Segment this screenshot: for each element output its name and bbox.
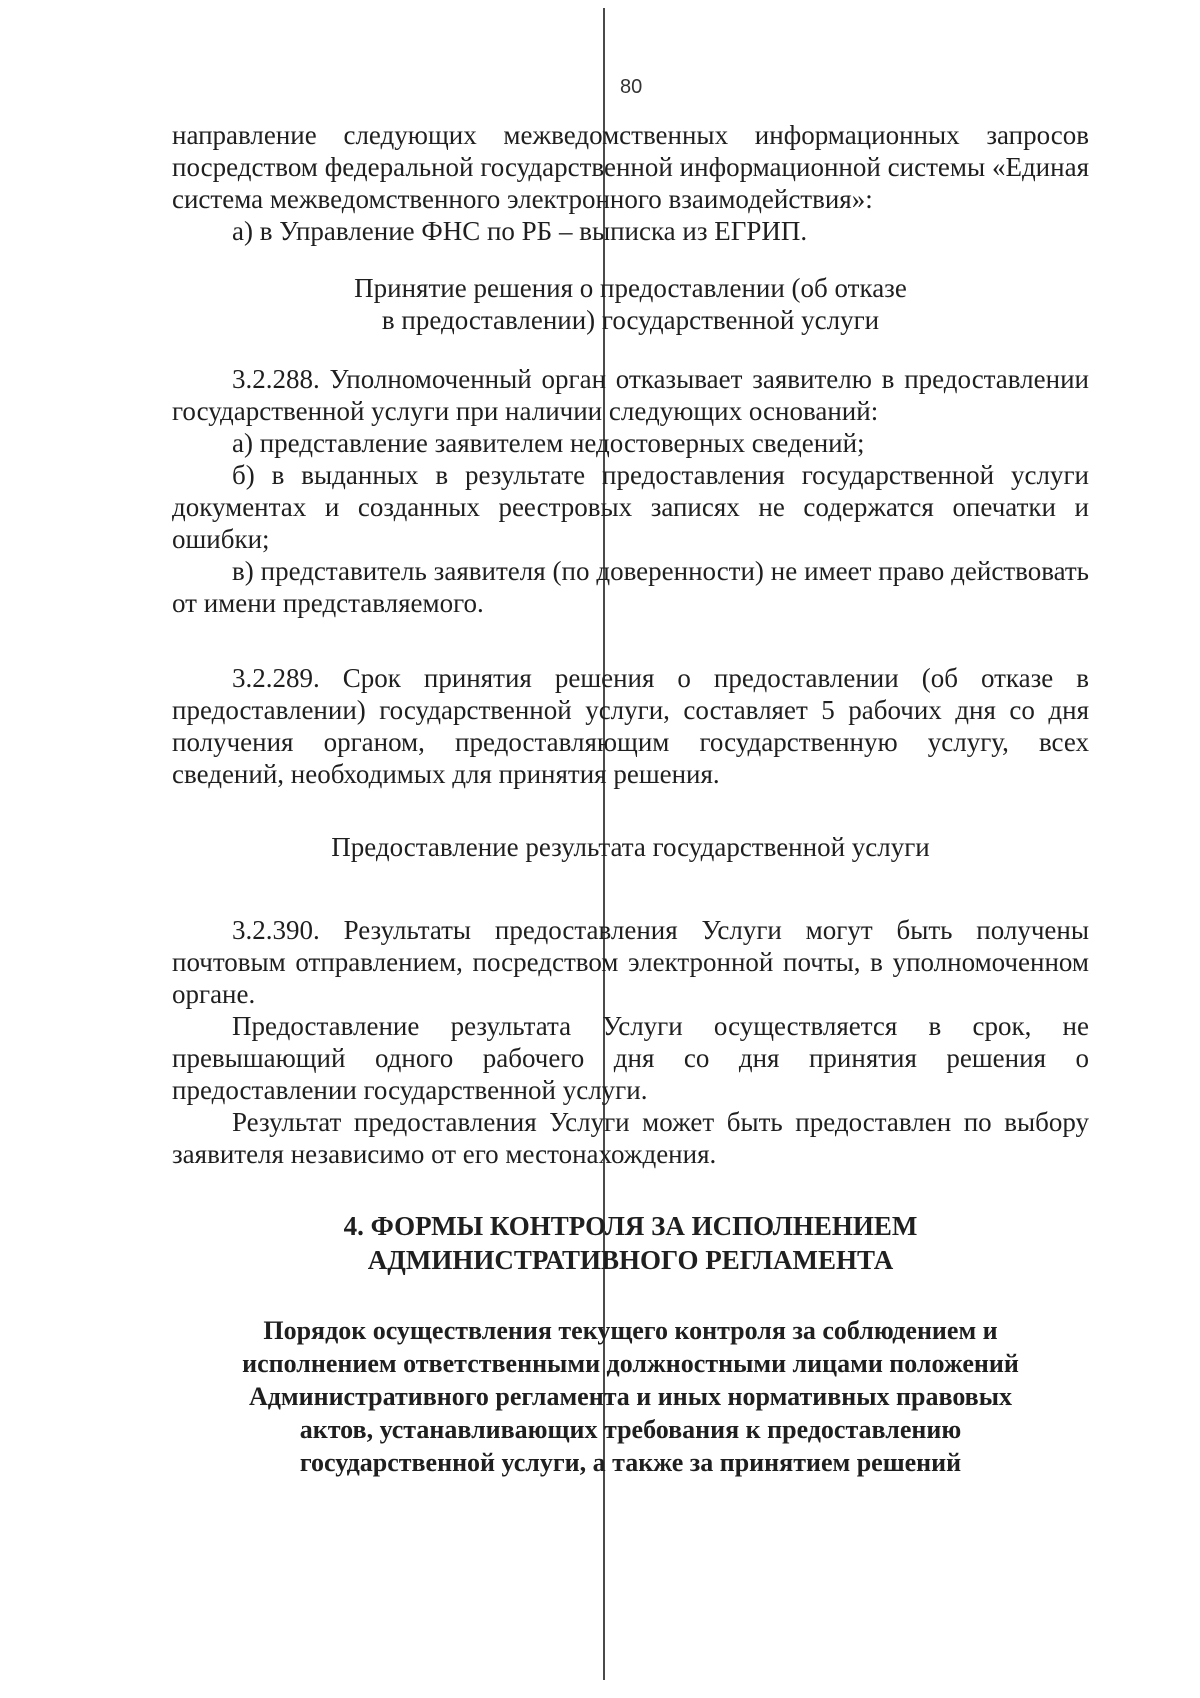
clause-3-2-390: 3.2.390. Результаты предоставления Услуги могут быть получены почтовым отправлением, посредством электронной почты, в уполномоченном органе. bbox=[172, 915, 1089, 1009]
decision-section-body bbox=[172, 363, 1089, 619]
result-section-title bbox=[172, 831, 1089, 863]
result-title: Предоставление результата государственной услуги bbox=[331, 832, 930, 862]
clause-item-v: в) представитель заявителя (по доверенности) не имеет право действовать от имени представляемого. bbox=[172, 556, 1089, 618]
result-section-body bbox=[172, 914, 1089, 1170]
clause-item-b: б) в выданных в результате предоставления государственной услуги документах и созданных реестровых записях не содержатся опечатки и ошибки; bbox=[172, 460, 1089, 554]
clause-item-a: а) представление заявителем недостоверных сведений; bbox=[232, 428, 865, 458]
decision-title-line-1: Принятие решения о предоставлении (об отказе bbox=[354, 273, 907, 303]
result-deadline-paragraph: Предоставление результата Услуги осуществляется в срок, не превышающий одного рабочего дня со дня принятия решения о предоставлении государственной услуги. bbox=[172, 1011, 1089, 1105]
section-4-heading bbox=[172, 1209, 1089, 1277]
subheading-line-4: актов, устанавливающих требования к предоставлению bbox=[299, 1415, 962, 1444]
clause-3-2-289: 3.2.289. Срок принятия решения о предоставлении (об отказе в предоставлении) государственной услуги, составляет 5 рабочих дня со дня получения органом, предоставляющим государственную услугу, всех сведений, необходимых для принятия решения. bbox=[172, 663, 1089, 789]
page-number: 80 bbox=[620, 76, 643, 98]
intro-block bbox=[172, 119, 1089, 247]
subheading-line-5: государственной услуги, а также за принятием решений bbox=[299, 1448, 962, 1477]
section-4-heading-line-1: 4. ФОРМЫ КОНТРОЛЯ ЗА ИСПОЛНЕНИЕМ bbox=[343, 1211, 918, 1241]
subheading-line-3: Административного регламента и иных нормативных правовых bbox=[248, 1382, 1013, 1411]
section-4-subheading bbox=[172, 1314, 1089, 1479]
intro-item-a: а) в Управление ФНС по РБ – выписка из ЕГРИП. bbox=[232, 216, 808, 246]
subheading-line-2: исполнением ответственными должностными лицами положений bbox=[242, 1349, 1019, 1378]
decision-deadline-block bbox=[172, 662, 1089, 790]
result-location-paragraph: Результат предоставления Услуги может быть предоставлен по выбору заявителя независимо от его местонахождения. bbox=[172, 1107, 1089, 1169]
clause-3-2-288: 3.2.288. Уполномоченный орган отказывает заявителю в предоставлении государственной услуги при наличии следующих оснований: bbox=[172, 364, 1089, 426]
intro-paragraph: направление следующих межведомственных информационных запросов посредством федеральной государственной информационной системы «Единая система межведомственного электронного взаимодействия»: bbox=[172, 120, 1089, 214]
decision-title-line-2: в предоставлении) государственной услуги bbox=[381, 305, 880, 335]
section-4-heading-line-2: АДМИНИСТРАТИВНОГО РЕГЛАМЕНТА bbox=[367, 1245, 894, 1275]
subheading-line-1: Порядок осуществления текущего контроля за соблюдением и bbox=[263, 1316, 998, 1345]
decision-section-title bbox=[172, 272, 1089, 336]
